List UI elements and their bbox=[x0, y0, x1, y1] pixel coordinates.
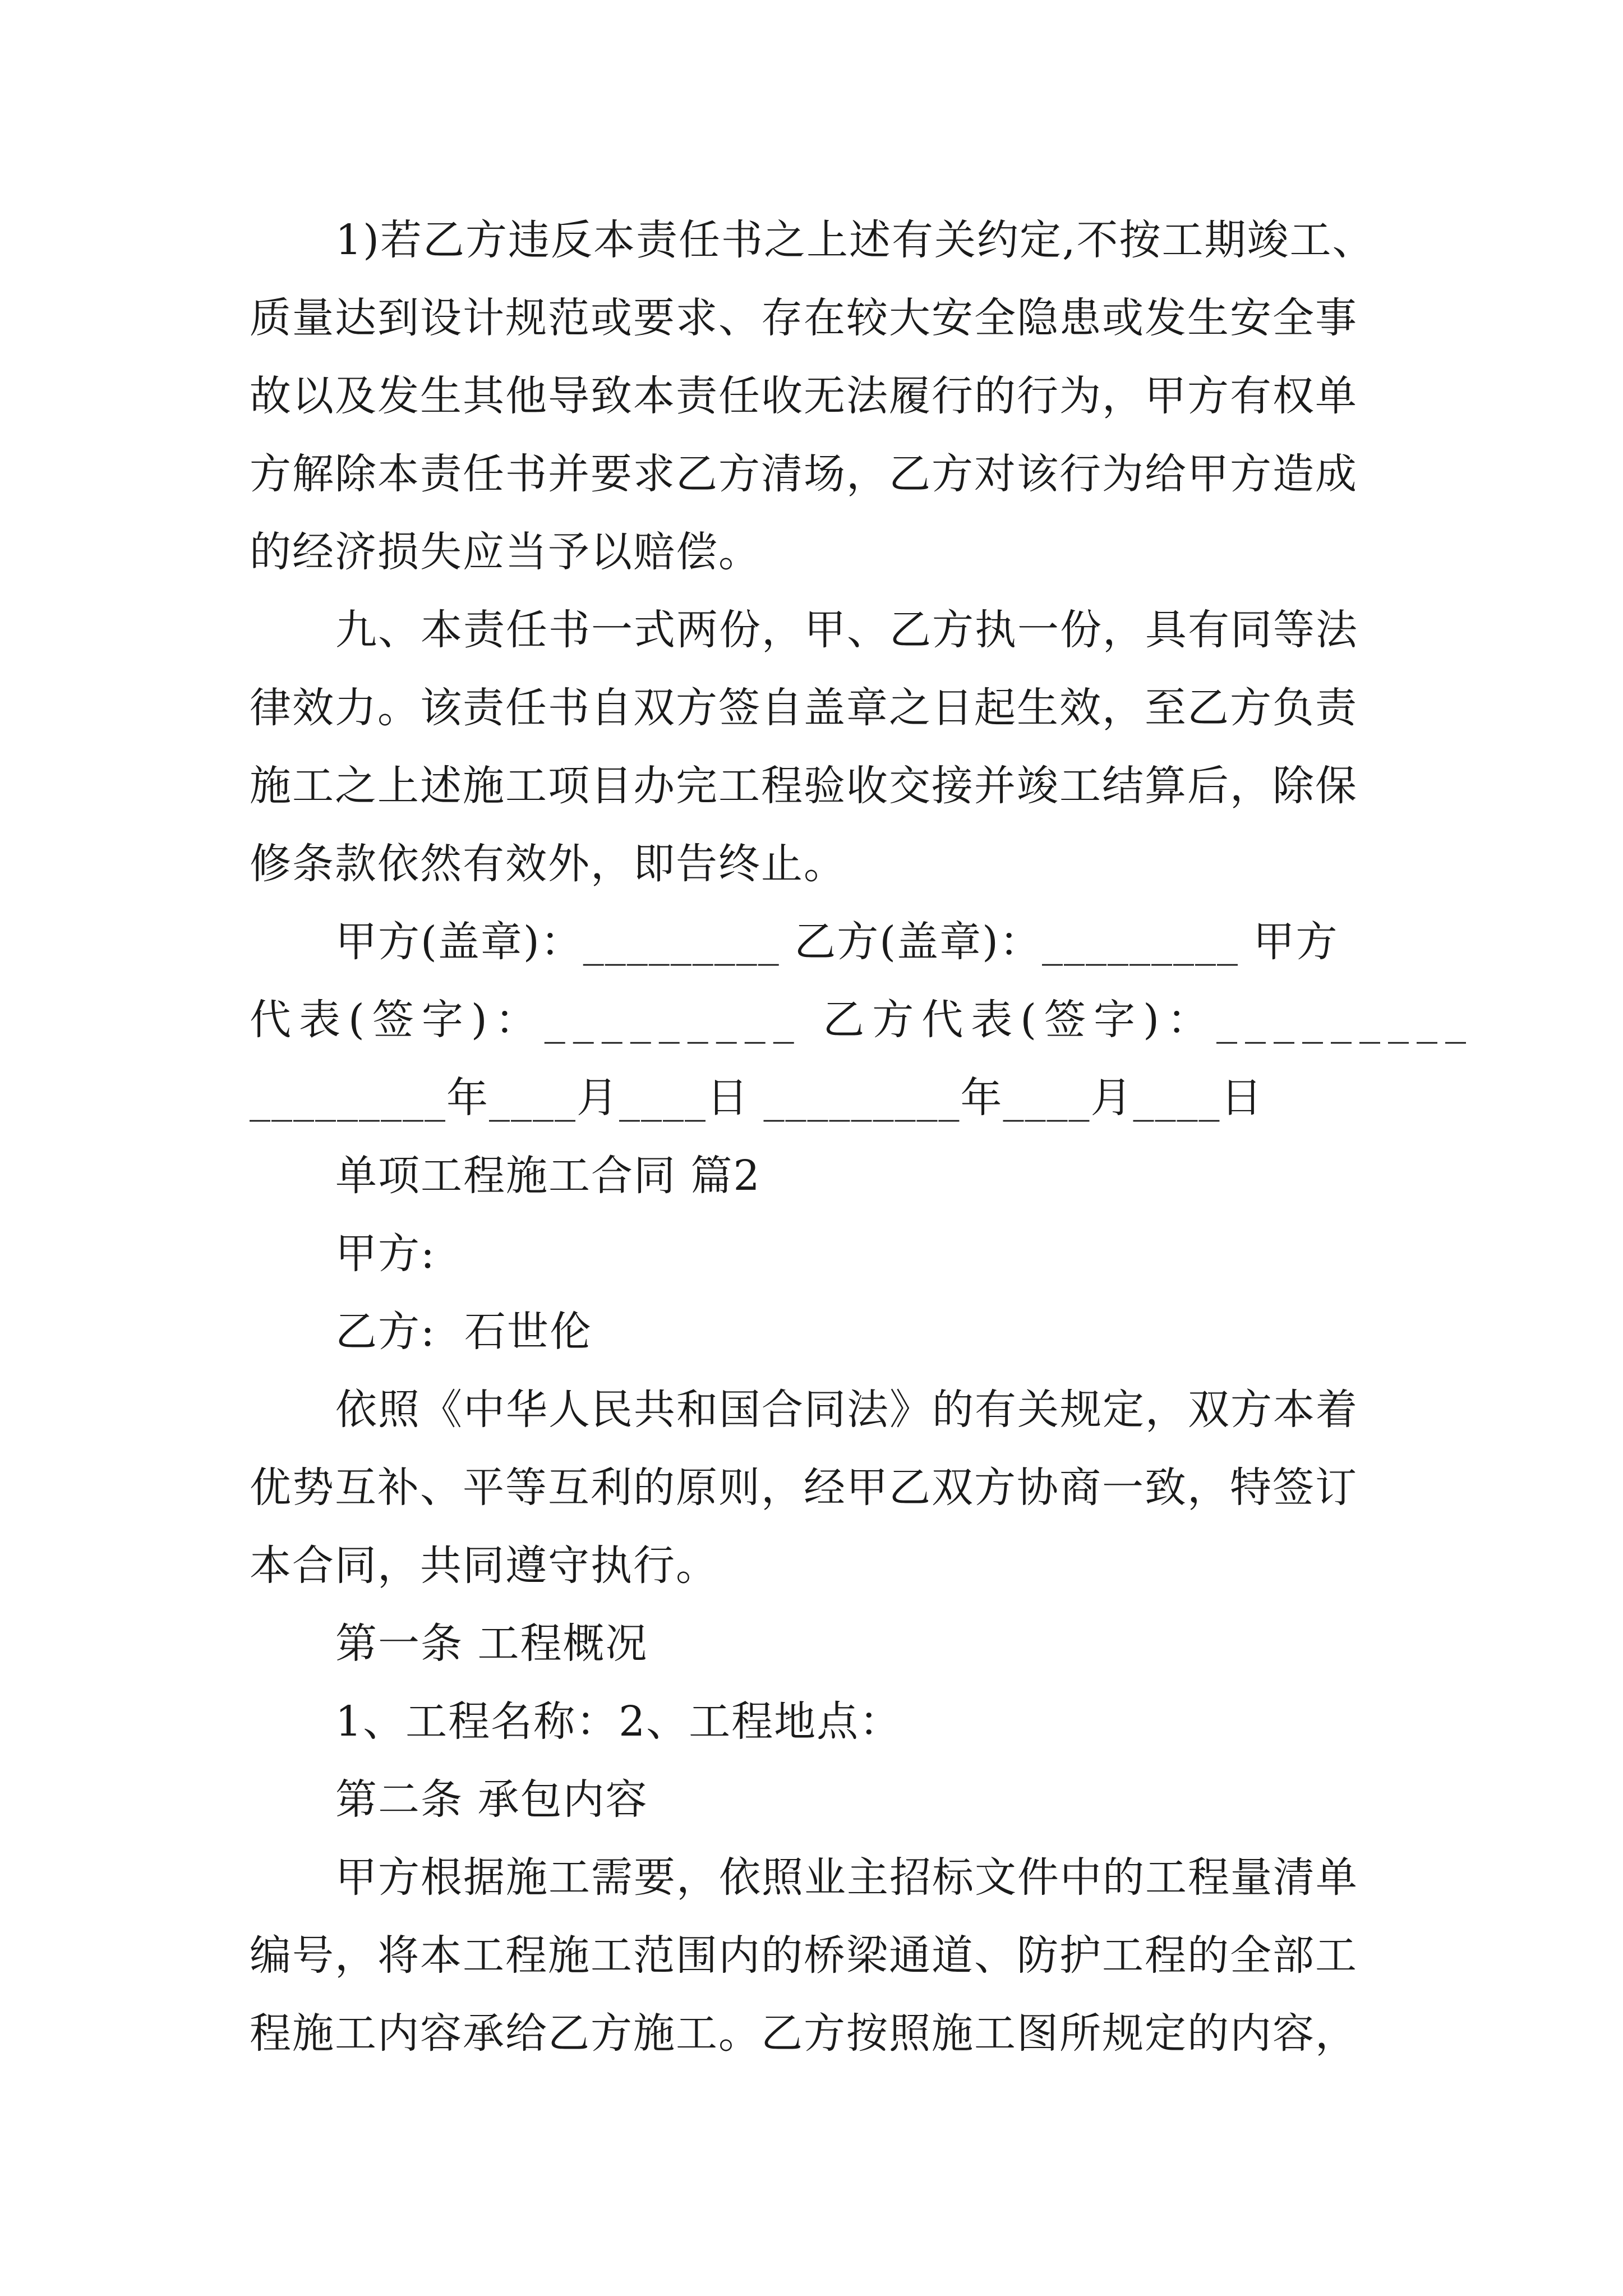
text-line: 质量达到设计规范或要求、存在较大安全隐患或发生安全事 bbox=[250, 294, 1358, 342]
party-a-line: 甲方: bbox=[335, 1230, 436, 1278]
text-line: 编号，将本工程施工范围内的桥梁通道、防护工程的全部工 bbox=[250, 1931, 1358, 1980]
text-line: 1)若乙方违反本责任书之上述有关约定,不按工期竣工、 bbox=[335, 216, 1375, 264]
signature-line: 代表(签字)：_________ 乙方代表(签字)：_________ bbox=[250, 996, 1474, 1044]
section-title: 单项工程施工合同 篇2 bbox=[335, 1152, 761, 1200]
text-line: 依照《中华人民共和国合同法》的有关规定，双方本着 bbox=[335, 1386, 1358, 1434]
date-line: _________年____月____日 _________年____月____日 bbox=[250, 1074, 1264, 1122]
party-b-line: 乙方: 石世伦 bbox=[335, 1308, 592, 1356]
signature-line: 甲方(盖章)：_________ 乙方(盖章)：_________ 甲方 bbox=[335, 918, 1339, 966]
text-line: 程施工内容承给乙方施工。乙方按照施工图所规定的内容， bbox=[250, 2009, 1358, 2058]
text-line: 甲方根据施工需要，依照业主招标文件中的工程量清单 bbox=[335, 1853, 1358, 1902]
text-line: 律效力。该责任书自双方签自盖章之日起生效，至乙方负责 bbox=[250, 684, 1358, 732]
article-heading: 第一条 工程概况 bbox=[335, 1619, 648, 1668]
text-line: 优势互补、平等互利的原则，经甲乙双方协商一致，特签订 bbox=[250, 1464, 1358, 1512]
text-line: 方解除本责任书并要求乙方清场，乙方对该行为给甲方造成 bbox=[250, 450, 1358, 498]
text-line: 施工之上述施工项目办完工程验收交接并竣工结算后，除保 bbox=[250, 762, 1358, 810]
text-line: 修条款依然有效外，即告终止。 bbox=[250, 840, 846, 888]
article-heading: 第二条 承包内容 bbox=[335, 1775, 648, 1824]
text-line: 1、工程名称：2、工程地点： bbox=[335, 1697, 902, 1746]
text-line: 故以及发生其他导致本责任收无法履行的行为，甲方有权单 bbox=[250, 372, 1358, 420]
text-line: 九、本责任书一式两份，甲、乙方执一份，具有同等法 bbox=[335, 606, 1358, 654]
text-line: 的经济损失应当予以赔偿。 bbox=[250, 528, 761, 576]
text-line: 本合同，共同遵守执行。 bbox=[250, 1542, 718, 1590]
